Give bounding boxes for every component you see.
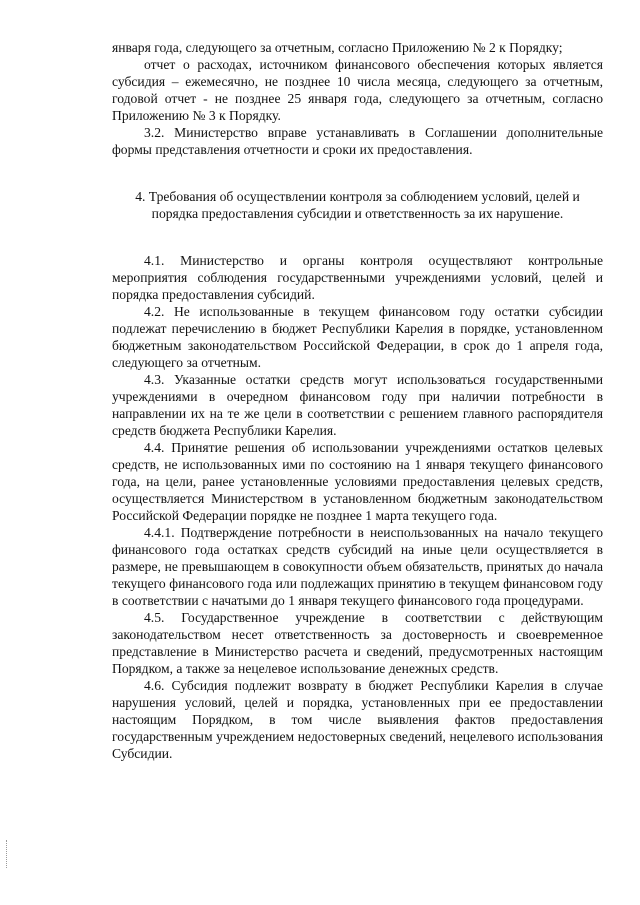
paragraph-4-4: 4.4. Принятие решения об использовании учреждениями остатков целевых средств, не использованных ими по состоянию на 1 января текущего финансового года, на цели, ранее установленные условиями предоставления целевых средств, осуществляется Министерством в установленном бюджетным законодательством Российской Федерации порядке не позднее 1 марта текущего года. (112, 440, 603, 523)
paragraph-continuation: января года, следующего за отчетным, согласно Приложению № 2 к Порядку; (112, 40, 563, 55)
paragraph-4-2: 4.2. Не использованные в текущем финансовом году остатки субсидии подлежат перечислению в бюджет Республики Карелия в порядке, установленном бюджетным законодательством Российской Федерации, в срок до 1 апреля года, следующего за отчетным. (112, 304, 603, 370)
paragraph-4-1: 4.1. Министерство и органы контроля осуществляют контрольные мероприятия соблюдения государственными учреждениями условий, целей и порядка предоставления субсидий. (112, 253, 603, 302)
section-heading: 4. Требования об осуществлении контроля за соблюдением условий, целей и порядка предоставления субсидии и ответственность за их нарушение. (135, 189, 580, 221)
paragraph-4-6: 4.6. Субсидия подлежит возврату в бюджет Республики Карелия в случае нарушения условий, целей и порядка, установленных при ее предоставлении настоящим Порядком, в том числе выявления фактов предоставления государственным учреждением недостоверных сведений, нецелевого использования Субсидии. (112, 678, 603, 761)
document-body (112, 39, 603, 762)
paragraph-4-4-1: 4.4.1. Подтверждение потребности в неиспользованных на начало текущего финансового года остатках средств субсидий на иные цели осуществляется в размере, не превышающем в совокупности объем обязательств, принятых до начала текущего финансового года или подлежащих принятию в текущем финансовом году в соответствии с начатыми до 1 января текущего финансового года процедурами. (112, 525, 603, 608)
margin-scan-mark (6, 840, 8, 868)
paragraph-report-expenses: отчет о расходах, источником финансового обеспечения которых является субсидия – ежемесячно, не позднее 10 числа месяца, следующего за отчетным, годовой отчет - не позднее 25 января года, следующего за отчетным, согласно Приложению № 3 к Порядку. (112, 57, 603, 123)
paragraph-3-2: 3.2. Министерство вправе устанавливать в Соглашении дополнительные формы представления отчетности и сроки их предоставления. (112, 125, 603, 157)
paragraph-4-5: 4.5. Государственное учреждение в соответствии с действующим законодательством несет ответственность за достоверность и своевременное представление в Министерство расчета и сведений, предусмотренных настоящим Порядком, а также за нецелевое использование денежных средств. (112, 610, 603, 676)
paragraph-4-3: 4.3. Указанные остатки средств могут использоваться государственными учреждениями в очередном финансовом году при наличии потребности в направлении их на те же цели в соответствии с решением главного распорядителя средств бюджета Республики Карелия. (112, 372, 603, 438)
